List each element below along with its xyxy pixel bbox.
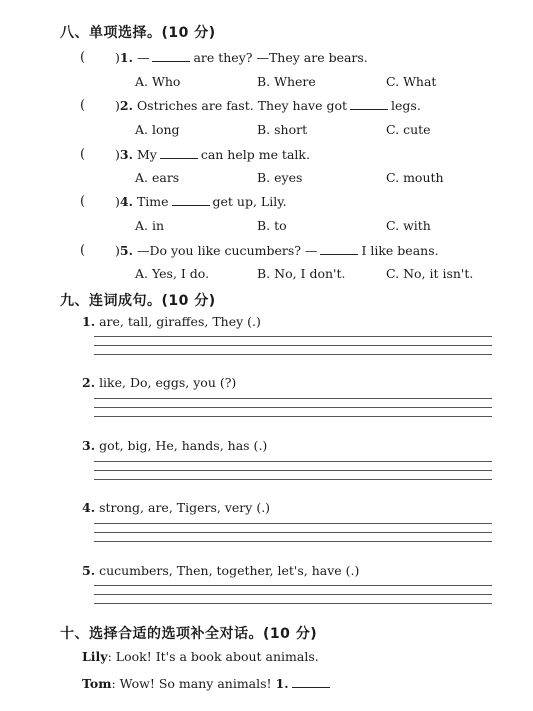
writing-lines[interactable] [94, 336, 492, 363]
question-2: )2. Ostriches are fast. They have got legs. [115, 98, 421, 113]
exercise-5: 5. cucumbers, Then, together, let's, have (.) [82, 563, 360, 578]
answer-paren: ( [80, 50, 86, 65]
answer-paren: ( [80, 147, 86, 162]
option-c: C. with [386, 218, 431, 233]
question-1: )1. — are they? —They are bears. [115, 50, 368, 65]
dialogue-line-2: Tom: Wow! So many animals! 1. [82, 676, 333, 691]
writing-lines[interactable] [94, 585, 492, 612]
exercise-4: 4. strong, are, Tigers, very (.) [82, 500, 271, 515]
exercise-2: 2. like, Do, eggs, you (?) [82, 375, 237, 390]
exercise-3: 3. got, big, He, hands, has (.) [82, 438, 268, 453]
answer-blank[interactable] [172, 195, 210, 206]
option-c: C. No, it isn't. [386, 266, 474, 281]
exercise-1: 1. are, tall, giraffes, They (.) [82, 314, 261, 329]
option-b: B. eyes [257, 170, 303, 185]
answer-blank[interactable] [152, 51, 190, 62]
answer-paren: ( [80, 243, 86, 258]
question-4: )4. Time get up, Lily. [115, 194, 287, 209]
answer-paren: ( [80, 194, 86, 209]
option-a: A. Yes, I do. [135, 266, 210, 281]
speaker-name: Lily [82, 649, 108, 664]
option-c: C. What [386, 74, 437, 89]
answer-blank[interactable] [160, 148, 198, 159]
section-9-title: 九、连词成句。(10 分) [60, 293, 216, 309]
option-a: A. long [135, 122, 180, 137]
dialogue-line-1: Lily: Look! It's a book about animals. [82, 649, 319, 664]
section-10-title: 十、选择合适的选项补全对话。(10 分) [60, 626, 318, 642]
option-b: B. No, I don't. [257, 266, 346, 281]
option-a: A. ears [135, 170, 180, 185]
question-5: )5. —Do you like cucumbers? — I like beans. [115, 243, 439, 258]
option-a: A. Who [135, 74, 181, 89]
answer-blank[interactable] [292, 677, 330, 688]
speaker-name: Tom [82, 676, 112, 691]
option-b: B. to [257, 218, 287, 233]
section-8-title: 八、单项选择。(10 分) [60, 25, 216, 41]
answer-blank[interactable] [350, 99, 388, 110]
question-3: )3. My can help me talk. [115, 147, 310, 162]
writing-lines[interactable] [94, 523, 492, 550]
answer-paren: ( [80, 98, 86, 113]
option-b: B. Where [257, 74, 316, 89]
option-b: B. short [257, 122, 308, 137]
writing-lines[interactable] [94, 461, 492, 488]
option-c: C. mouth [386, 170, 444, 185]
answer-blank[interactable] [320, 244, 358, 255]
option-c: C. cute [386, 122, 431, 137]
writing-lines[interactable] [94, 398, 492, 425]
option-a: A. in [135, 218, 165, 233]
